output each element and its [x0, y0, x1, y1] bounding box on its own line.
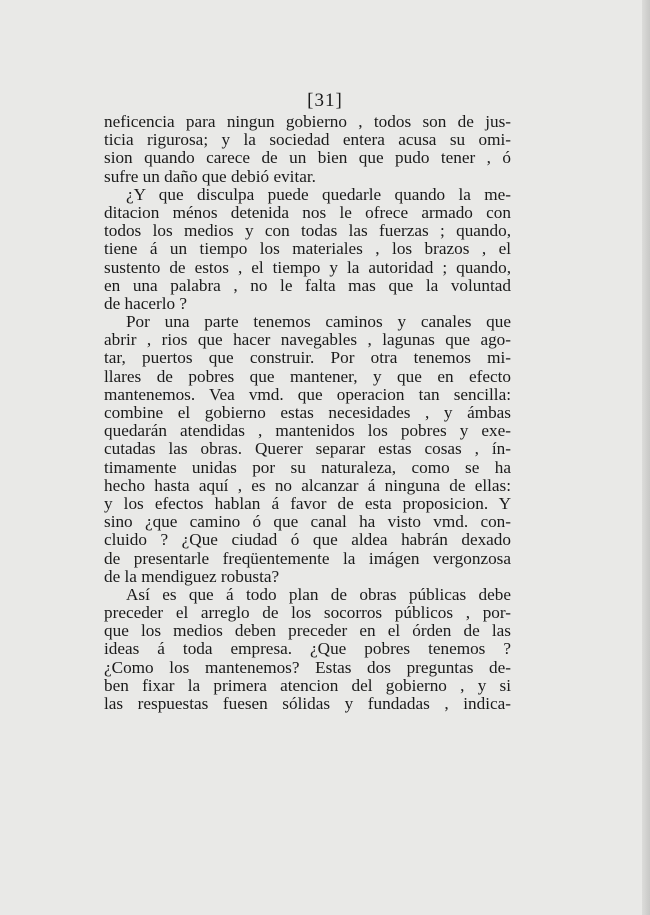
- text-line: [104, 277, 511, 295]
- text-line-content: ¿Y que disculpa puede quedarle quando la me-: [126, 184, 511, 204]
- text-line-content: tar, puertos que construir. Por otra tenemos mi-: [104, 348, 511, 368]
- text-line: [104, 677, 511, 695]
- text-line: [104, 568, 511, 586]
- text-line: [104, 168, 511, 186]
- text-line: [104, 149, 511, 167]
- text-line-content: las respuestas fuesen sólidas y fundadas , indica-: [104, 694, 511, 713]
- text-line-content: neficencia para ningun gobierno , todos son de jus-: [104, 112, 511, 131]
- text-line-content: timamente unidas por su naturaleza, como se ha: [104, 457, 511, 477]
- text-line: [104, 513, 511, 531]
- text-line-content: abrir , rios que hacer navegables , lagunas que ago-: [104, 330, 511, 350]
- text-line-content: hecho hasta aquí , es no alcanzar á ninguna de ellas:: [104, 475, 511, 495]
- text-line: [104, 695, 511, 713]
- text-line-content: de presentarle freqüentemente la imágen vergonzosa: [104, 548, 511, 568]
- text-line: [104, 422, 511, 440]
- text-line: [104, 331, 511, 349]
- text-line-content: cluido ? ¿Que ciudad ó que aldea habrán dexado: [104, 530, 511, 550]
- text-line: [104, 186, 511, 204]
- page-number: [31]: [307, 90, 343, 111]
- text-line-content: ben fixar la primera atencion del gobierno , y si: [104, 675, 511, 695]
- text-line: [104, 440, 511, 458]
- text-line: [104, 459, 511, 477]
- text-line-content: sion quando carece de un bien que pudo tener , ó: [104, 148, 511, 168]
- text-line: [104, 640, 511, 658]
- body-text: [104, 113, 511, 713]
- text-line: [104, 313, 511, 331]
- text-line-content: ¿Como los mantenemos? Estas dos preguntas de-: [104, 657, 511, 677]
- text-line: [104, 495, 511, 513]
- page-edge: [642, 0, 650, 915]
- text-line-content: preceder el arreglo de los socorros públicos , por-: [104, 603, 511, 623]
- text-line-content: ideas á toda empresa. ¿Que pobres tenemos ?: [104, 639, 511, 659]
- text-line: [104, 222, 511, 240]
- text-line-content: ticia rigurosa; y la sociedad entera acusa su omi-: [104, 130, 511, 150]
- text-line: [104, 604, 511, 622]
- text-line-content: Así es que á todo plan de obras públicas debe: [126, 584, 511, 604]
- text-line-content: sufre un daño que debió evitar.: [104, 166, 316, 186]
- text-line-content: ditacion ménos detenida nos le ofrece armado con: [104, 202, 511, 222]
- text-line: [104, 531, 511, 549]
- text-line-content: combine el gobierno estas necesidades , y ámbas: [104, 403, 511, 422]
- text-line: [104, 550, 511, 568]
- text-line: [104, 240, 511, 258]
- text-line-content: mantenemos. Vea vmd. que operacion tan sencilla:: [104, 384, 511, 404]
- text-line: [104, 349, 511, 367]
- text-line: [104, 368, 511, 386]
- text-line: [104, 295, 511, 313]
- text-line: [104, 386, 511, 404]
- text-line: [104, 477, 511, 495]
- text-line-content: llares de pobres que mantener, y que en efecto: [104, 366, 511, 386]
- text-line-content: sustento de estos , el tiempo y la autoridad ; quando,: [104, 257, 511, 277]
- text-line-content: de hacerlo ?: [104, 293, 188, 313]
- text-line-content: quedarán atendidas , mantenidos los pobres y exe-: [104, 421, 511, 441]
- text-line-content: de la mendiguez robusta?: [104, 566, 280, 586]
- text-line-content: que los medios deben preceder en el órden de las: [104, 621, 511, 641]
- text-line-content: todos los medios y con todas las fuerzas ; quando,: [104, 221, 511, 241]
- text-line-content: y los efectos hablan á favor de esta proposicion. Y: [104, 493, 511, 513]
- text-line-content: Por una parte tenemos caminos y canales que: [126, 312, 511, 332]
- text-line: [104, 586, 511, 604]
- text-line: [104, 404, 511, 422]
- text-line: [104, 659, 511, 677]
- text-line: [104, 204, 511, 222]
- text-line: [104, 113, 511, 131]
- text-line: [104, 622, 511, 640]
- text-line-content: tiene á un tiempo los materiales , los brazos , el: [104, 239, 511, 259]
- text-line-content: en una palabra , no le falta mas que la voluntad: [104, 275, 511, 295]
- text-line-content: cutadas las obras. Querer separar estas cosas , ín-: [104, 439, 511, 459]
- text-line-content: sino ¿que camino ó que canal ha visto vmd. con-: [104, 512, 511, 532]
- text-line: [104, 131, 511, 149]
- text-line: [104, 259, 511, 277]
